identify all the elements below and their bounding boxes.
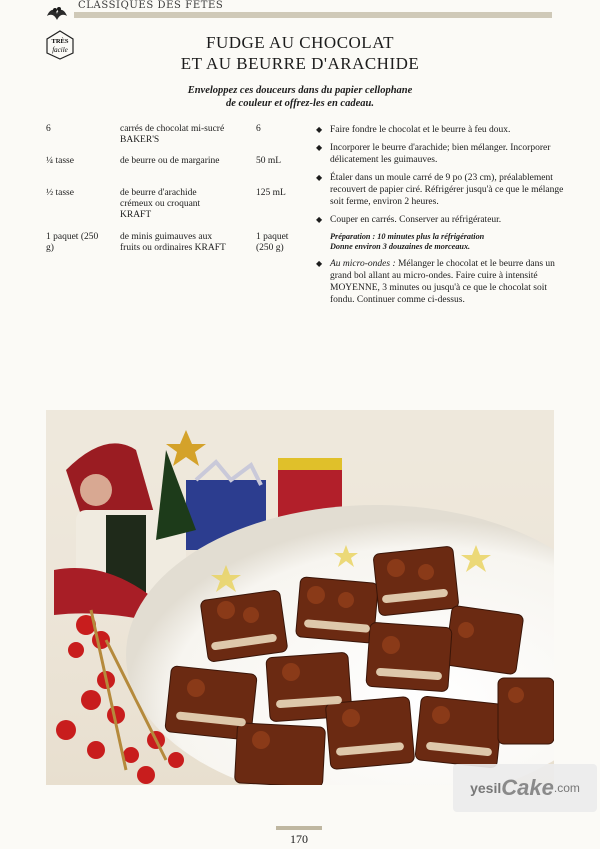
- badge-line2: facile: [52, 46, 68, 54]
- step-item: [314, 124, 564, 136]
- step-text: Étaler dans un moule carré de 9 po (23 cm), préalablement recouvert de papier ciré. Réfrigérer jusqu'à ce que le mélange soit ferme, environ 2 heures.: [330, 173, 564, 207]
- badge-line1: TRÈS: [51, 38, 69, 45]
- microwave-text: Mélanger le chocolat et le beurre dans un grand bol allant au micro-ondes. Faire cuire à intensité MOYENNE, 3 minutes ou jusqu'à ce que le chocolat soit fondu. Continuer comme ci-dessus.: [330, 259, 555, 305]
- yield: Donne environ 3 douzaines de morceaux.: [330, 242, 471, 251]
- diamond-bullet-icon: ◆: [316, 143, 323, 152]
- watermark-part3: .com: [553, 781, 580, 795]
- diamond-bullet-icon: ◆: [316, 173, 323, 182]
- ingredient-metric: 1 paquet (250 g): [256, 232, 289, 253]
- step-item: [314, 214, 564, 226]
- step-text: Faire fondre le chocolat et le beurre à feu doux.: [330, 125, 511, 135]
- diamond-bullet-icon: ◆: [316, 125, 323, 134]
- ingredient-qty: 6: [46, 124, 51, 134]
- title-line2: ET AU BEURRE D'ARACHIDE: [180, 54, 420, 73]
- ingredient-row: [46, 188, 306, 224]
- step-text: Incorporer le beurre d'arachide; bien mélanger. Incorporer délicatement les guimauves.: [330, 143, 551, 165]
- preparation-note: [314, 232, 564, 252]
- watermark-cake-logo: C: [501, 775, 518, 800]
- ingredient-row: [46, 124, 306, 148]
- method-steps: [314, 124, 564, 312]
- diamond-bullet-icon: ◆: [316, 215, 323, 224]
- holly-icon: [44, 4, 70, 24]
- ingredient-row: [46, 232, 306, 268]
- prep-time: Préparation : 10 minutes plus la réfrigération: [330, 232, 485, 241]
- fudge-photo: [46, 410, 554, 785]
- watermark-part1: yesil: [470, 780, 502, 796]
- ingredient-metric: 50 mL: [256, 156, 282, 166]
- step-text: Couper en carrés. Conserver au réfrigérateur.: [330, 215, 502, 225]
- microwave-label: Au micro-ondes :: [330, 259, 396, 269]
- ingredient-item: de beurre d'arachide crémeux ou croquant KRAFT: [120, 188, 201, 220]
- ingredient-qty: ½ tasse: [46, 188, 74, 198]
- step-item: [314, 142, 564, 166]
- page-number-bar: [276, 826, 322, 830]
- ingredients-table: [46, 124, 306, 276]
- subtitle-line2: de couleur et offrez-les en cadeau.: [226, 98, 374, 109]
- ingredient-qty: 1 paquet (250 g): [46, 232, 99, 253]
- tres-facile-badge: [45, 30, 75, 60]
- section-title: CLASSIQUES DES FÊTES: [78, 0, 229, 11]
- ingredient-item: de minis guimauves aux fruits ou ordinaires KRAFT: [120, 232, 226, 253]
- recipe-subtitle: [120, 84, 480, 110]
- page-number: 170: [290, 832, 308, 846]
- ingredient-row: [46, 156, 306, 180]
- ingredient-metric: 125 mL: [256, 188, 286, 198]
- microwave-step: [314, 258, 564, 306]
- ingredient-item: carrés de chocolat mi-sucré BAKER'S: [120, 124, 225, 145]
- header-bar: [74, 12, 552, 18]
- watermark: [453, 764, 597, 812]
- ingredient-metric: 6: [256, 124, 261, 134]
- ingredient-qty: ¼ tasse: [46, 156, 74, 166]
- step-item: [314, 172, 564, 208]
- title-line1: FUDGE AU CHOCOLAT: [206, 33, 394, 52]
- diamond-bullet-icon: ◆: [316, 259, 323, 268]
- watermark-part2: ake: [517, 775, 554, 800]
- subtitle-line1: Enveloppez ces douceurs dans du papier cellophane: [187, 85, 413, 96]
- ingredient-item: de beurre ou de margarine: [120, 156, 220, 166]
- recipe-title: [120, 32, 480, 74]
